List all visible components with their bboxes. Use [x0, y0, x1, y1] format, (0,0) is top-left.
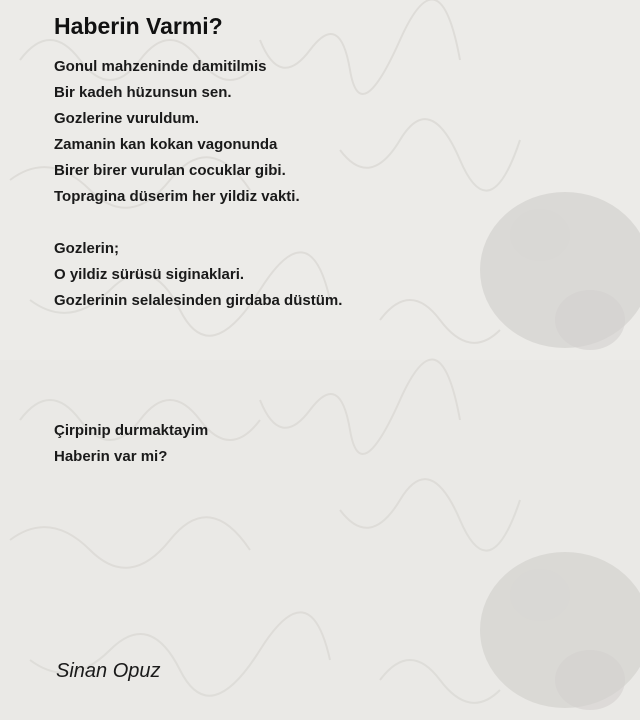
poem-line: Gozlerin;	[54, 240, 120, 257]
poem-line: Gonul mahzeninde damitilmis	[54, 58, 267, 75]
poem-line: Zamanin kan kokan vagonunda	[54, 136, 278, 153]
poem-line: Çirpinip durmaktayim	[54, 422, 209, 439]
poem-line: Gozlerinin selalesinden girdaba düstüm.	[54, 292, 343, 309]
poem-author: Sinan Opuz	[56, 660, 161, 682]
poem-title: Haberin Varmi?	[54, 13, 223, 39]
poem-line: Birer birer vurulan cocuklar gibi.	[54, 162, 286, 179]
stanza-break	[54, 366, 342, 392]
stanza-break	[54, 210, 342, 236]
stanza-break	[54, 314, 342, 340]
poem-line: Bir kadeh hüzunsun sen.	[54, 84, 232, 101]
poem-line: Topragina düserim her yildiz vakti.	[54, 188, 300, 205]
stanza-break	[54, 392, 342, 418]
poem-line: Haberin var mi?	[54, 448, 168, 465]
stanza-break	[54, 340, 342, 366]
poem-body	[54, 54, 342, 470]
poem-line: O yildiz sürüsü siginaklari.	[54, 266, 245, 283]
poem-line: Gozlerine vuruldum.	[54, 110, 200, 127]
